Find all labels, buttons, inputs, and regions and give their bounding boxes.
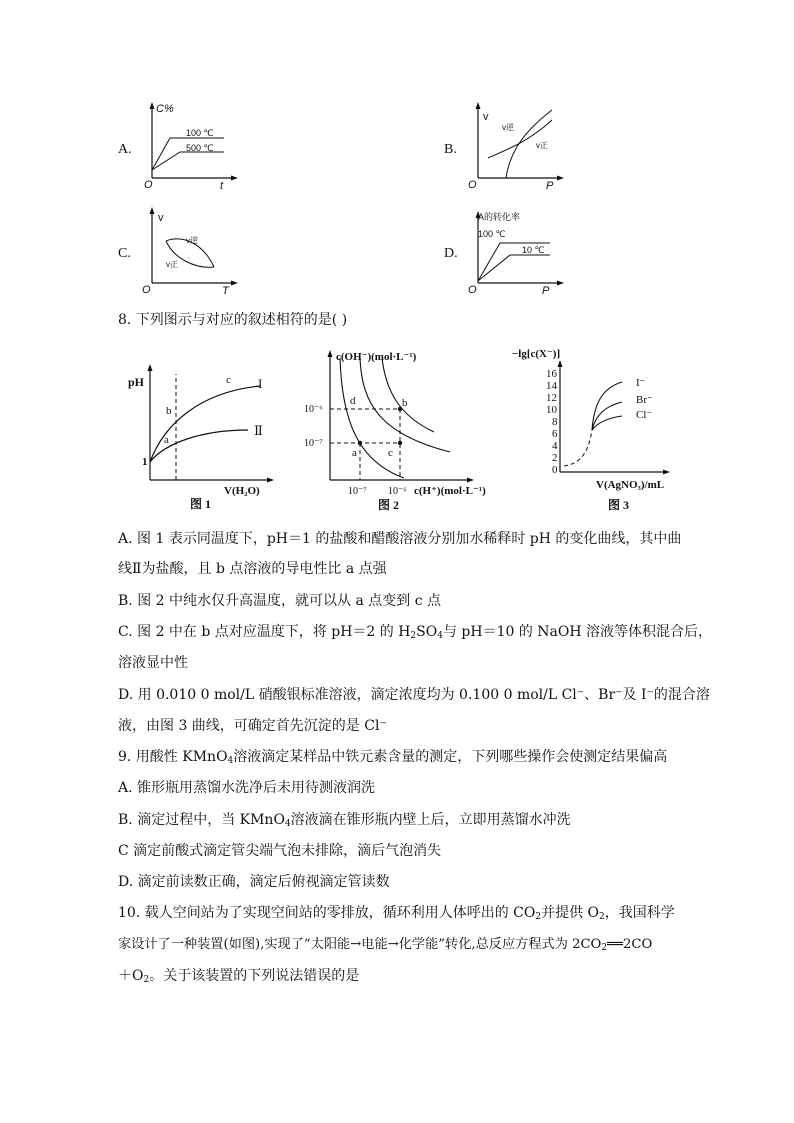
fig3-ytick: 16 [546, 368, 557, 380]
q9-option-d: D. 滴定前读数正确，滴定后俯视滴定管读数 [118, 874, 390, 890]
q9-option-b: B. 滴定过程中，当 KMnO$_4$溶液滴在锥形瓶内壁上后，立即用蒸馏水冲洗 [118, 812, 571, 829]
fig1-label-2: Ⅱ [254, 423, 263, 438]
b-curve-2 [488, 120, 552, 158]
option-b-graph [466, 100, 566, 192]
fig3-ytick: 14 [546, 380, 557, 392]
fig2-x2: 10⁻⁶ [388, 486, 407, 497]
c-label-2: v正 [166, 260, 178, 269]
fig3-series-cl: Cl⁻ [636, 409, 653, 421]
q8-option-a-line2: 线Ⅱ为盐酸，且 b 点溶液的导电性比 a 点强 [118, 561, 387, 577]
option-d-graph [466, 205, 576, 297]
fig1-point-b: b [166, 405, 172, 417]
d-curve-10 [478, 255, 550, 281]
fig1-ylabel: pH [128, 375, 145, 389]
q10-line1: 10. 载人空间站为了实现空间站的零排放，循环利用人体呼出的 $CO_2$并提供 $O_2$，我国科学 [118, 905, 675, 922]
option-c-letter: C. [118, 246, 131, 261]
q8-figure-1 [120, 358, 280, 516]
a-xlabel: t [220, 180, 224, 192]
q8-figure-2 [300, 344, 500, 516]
q8-stem: 8. 下列图示与对应的叙述相符的是( ) [118, 312, 348, 328]
q8-figure-3 [510, 344, 680, 516]
fig3-curve-i [592, 382, 622, 430]
d-label-10: 10 ℃ [522, 245, 545, 255]
q9-stem: 9. 用酸性 KMnO$_4$溶液滴定某样品中铁元素含量的测定，下列哪些操作会使测定结果偏高 [118, 749, 668, 766]
c-label-1: v逆 [186, 236, 198, 245]
fig2-x1: 10⁻⁷ [348, 486, 367, 497]
fig3-ytick: 4 [552, 440, 558, 452]
q8-option-b: B. 图 2 中纯水仅升高温度，就可以从 a 点变到 c 点 [118, 593, 441, 609]
fig1-start: 1 [142, 456, 148, 468]
a-label-500: 500 ℃ [186, 143, 214, 153]
d-label-100: 100 ℃ [478, 229, 506, 239]
fig3-dashed [564, 430, 592, 466]
fig2-y2: 10⁻⁷ [304, 438, 323, 449]
fig2-curve-1 [340, 358, 404, 478]
fig1-point-c: c [226, 374, 231, 386]
b-label-1: v逆 [502, 123, 514, 132]
a-curve-500 [152, 152, 224, 170]
a-label-100: 100 ℃ [186, 128, 214, 138]
fig2-y1: 10⁻⁶ [304, 404, 323, 415]
fig1-xlabel: V(H₂O) [224, 485, 260, 497]
option-a-graph [140, 100, 240, 192]
fig2-point-a: a [352, 447, 357, 459]
d-origin: O [468, 284, 477, 296]
fig3-ytick: 6 [552, 428, 558, 440]
b-label-2: v正 [536, 141, 548, 150]
fig2-ylabel: c(OH⁻)(mol·L⁻¹) [336, 351, 417, 363]
a-origin: O [144, 179, 153, 191]
c-origin: O [142, 284, 151, 296]
q8-option-d-line1: D. 用 0.010 0 mol/L 硝酸银标准溶液，滴定浓度均为 0.100 0 mol/L Cl⁻、Br⁻及 I⁻的混合溶 [118, 687, 710, 703]
fig3-ytick: 0 [552, 464, 558, 476]
fig3-ytick: 2 [552, 452, 558, 464]
fig1-point-a: a [164, 434, 169, 446]
fig2-point-b: b [402, 397, 408, 409]
q10-line2: 家设计了一种装置(如图),实现了“太阳能→电能→化学能”转化,总反应方程式为 $2CO_2══2CO$ [118, 937, 653, 953]
q9-option-a: A. 锥形瓶用蒸馏水洗净后未用待测液润洗 [118, 780, 376, 796]
fig1-curve-1 [150, 386, 260, 462]
fig2-caption: 图 2 [378, 498, 400, 512]
fig3-series-i: I⁻ [636, 377, 646, 389]
q8-option-c-line1: C. 图 2 中在 b 点对应温度下，将 pH＝2 的 $H_2SO_4$与 pH＝10 的 NaOH 溶液等体积混合后， [118, 624, 713, 641]
fig3-ylabel: −lg[c(X⁻)] [512, 348, 561, 360]
fig2-point-c: c [388, 447, 393, 459]
q8-option-a-line1: A. 图 1 表示同温度下，pH＝1 的盐酸和醋酸溶液分别加水稀释时 pH 的变化曲线，其中曲 [118, 531, 682, 547]
d-xlabel: P [542, 285, 550, 297]
option-c-graph [140, 205, 240, 297]
option-b-letter: B. [444, 142, 457, 157]
q9-option-c: C 滴定前酸式滴定管尖端气泡未排除，滴后气泡消失 [118, 843, 442, 859]
fig1-caption: 图 1 [190, 497, 212, 511]
fig1-label-1: I [258, 376, 263, 391]
fig3-ytick: 10 [546, 404, 557, 416]
q8-option-d-line2: 液，由图 3 曲线，可确定首先沉淀的是 Cl⁻ [118, 718, 387, 734]
c-ylabel: v [158, 212, 164, 224]
fig3-ytick: 12 [546, 392, 557, 404]
q10-line3: $+O_2$。关于该装置的下列说法错误的是 [118, 968, 360, 985]
b-origin: O [468, 179, 477, 191]
a-ylabel: C% [156, 103, 174, 115]
fig3-series-br: Br⁻ [636, 394, 653, 406]
fig2-xlabel: c(H⁺)(mol·L⁻¹) [414, 485, 486, 497]
fig3-ytick: 8 [552, 416, 558, 428]
c-xlabel: T [222, 285, 229, 297]
fig2-point-d: d [350, 395, 356, 407]
b-xlabel: P [546, 180, 554, 192]
option-a-letter: A. [118, 142, 132, 157]
fig3-caption: 图 3 [608, 498, 630, 512]
b-ylabel: v [483, 111, 489, 123]
fig2-curve-3 [382, 358, 434, 432]
q8-option-c-line2: 溶液显中性 [118, 655, 188, 671]
option-d-letter: D. [444, 246, 458, 261]
fig3-xlabel: V(AgNO₃)/mL [596, 479, 665, 491]
fig3-yticks [546, 368, 558, 476]
d-ylabel: A的转化率 [478, 212, 521, 222]
